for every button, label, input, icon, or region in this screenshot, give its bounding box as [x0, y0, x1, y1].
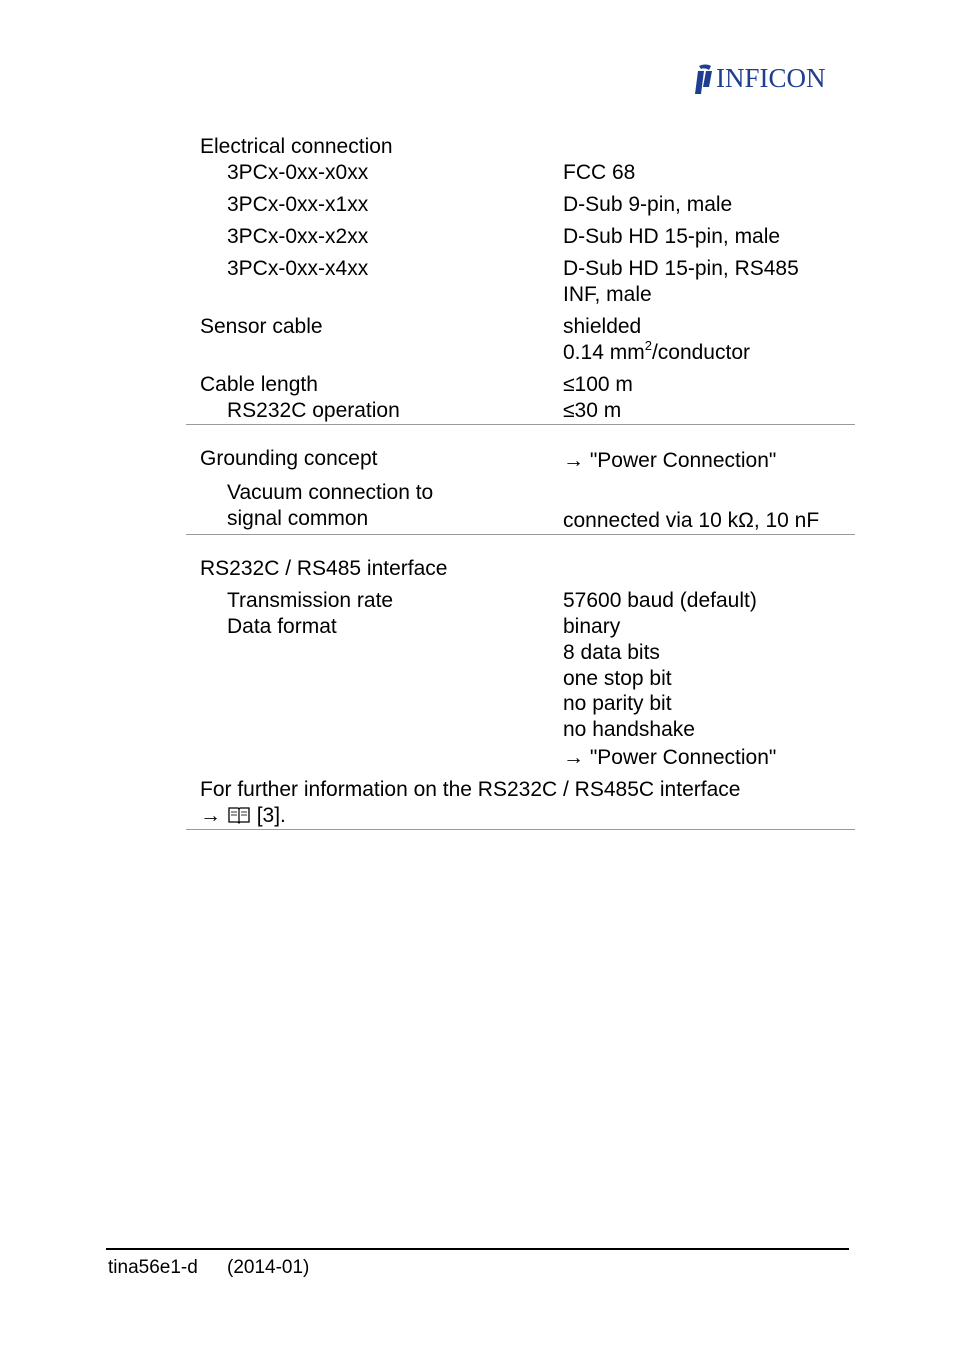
book-icon — [227, 805, 251, 825]
row-value: INF, male — [563, 283, 652, 306]
electrical-heading: Electrical connection — [200, 135, 393, 158]
data-format-value: → "Power Connection" — [563, 746, 777, 769]
footer-date: (2014-01) — [227, 1257, 310, 1278]
row-value: D-Sub HD 15-pin, RS485 — [563, 257, 799, 280]
data-format-value: no parity bit — [563, 692, 672, 715]
vacuum-connection-label: Vacuum connection to — [227, 481, 434, 504]
data-format-label: Data format — [227, 615, 337, 638]
rs232c-operation-label: RS232C operation — [227, 399, 400, 422]
row-value: D-Sub HD 15-pin, male — [563, 225, 781, 248]
cable-length-label: Cable length — [200, 373, 318, 396]
inficon-logo-text: INFICON — [716, 63, 826, 93]
section-divider — [186, 424, 855, 425]
grounding-label: Grounding concept — [200, 447, 378, 470]
vacuum-connection-label: signal common — [227, 507, 369, 530]
reference-line: → [3]. — [200, 804, 286, 827]
data-format-value: no handshake — [563, 718, 695, 741]
transmission-rate-label: Transmission rate — [227, 589, 394, 612]
data-format-value: binary — [563, 615, 621, 638]
sensor-cable-conductor: 0.14 $mm^2$/conductor — [563, 338, 750, 364]
footer-rule — [106, 1248, 849, 1250]
interface-heading: RS232C / RS485 interface — [200, 557, 448, 580]
cable-length-value: ≤100 m — [563, 373, 633, 396]
row-label: 3PCx-0xx-x2xx — [227, 225, 369, 248]
sensor-cable-label: Sensor cable — [200, 315, 323, 338]
vacuum-connection-value: connected via 10 kΩ, 10 nF — [563, 509, 820, 532]
rs232c-operation-value: ≤30 m — [563, 399, 622, 422]
row-label: 3PCx-0xx-x1xx — [227, 193, 369, 216]
section-divider — [186, 534, 855, 535]
section-divider — [186, 829, 855, 830]
reference-number: [3]. — [256, 804, 286, 827]
row-value: FCC 68 — [563, 161, 636, 184]
data-format-value: one stop bit — [563, 667, 672, 690]
transmission-rate-value: 57600 baud (default) — [563, 589, 757, 612]
grounding-value: → "Power Connection" — [563, 449, 777, 472]
row-value: D-Sub 9-pin, male — [563, 193, 733, 216]
data-format-value: 8 data bits — [563, 641, 660, 664]
sensor-cable-value: shielded — [563, 315, 642, 338]
further-info-note: For further information on the RS232C / RS485C interface — [200, 778, 741, 801]
footer-doc-id: tina56e1-d — [108, 1257, 198, 1278]
row-label: 3PCx-0xx-x4xx — [227, 257, 369, 280]
inficon-logo-icon — [693, 63, 717, 95]
row-label: 3PCx-0xx-x0xx — [227, 161, 369, 184]
